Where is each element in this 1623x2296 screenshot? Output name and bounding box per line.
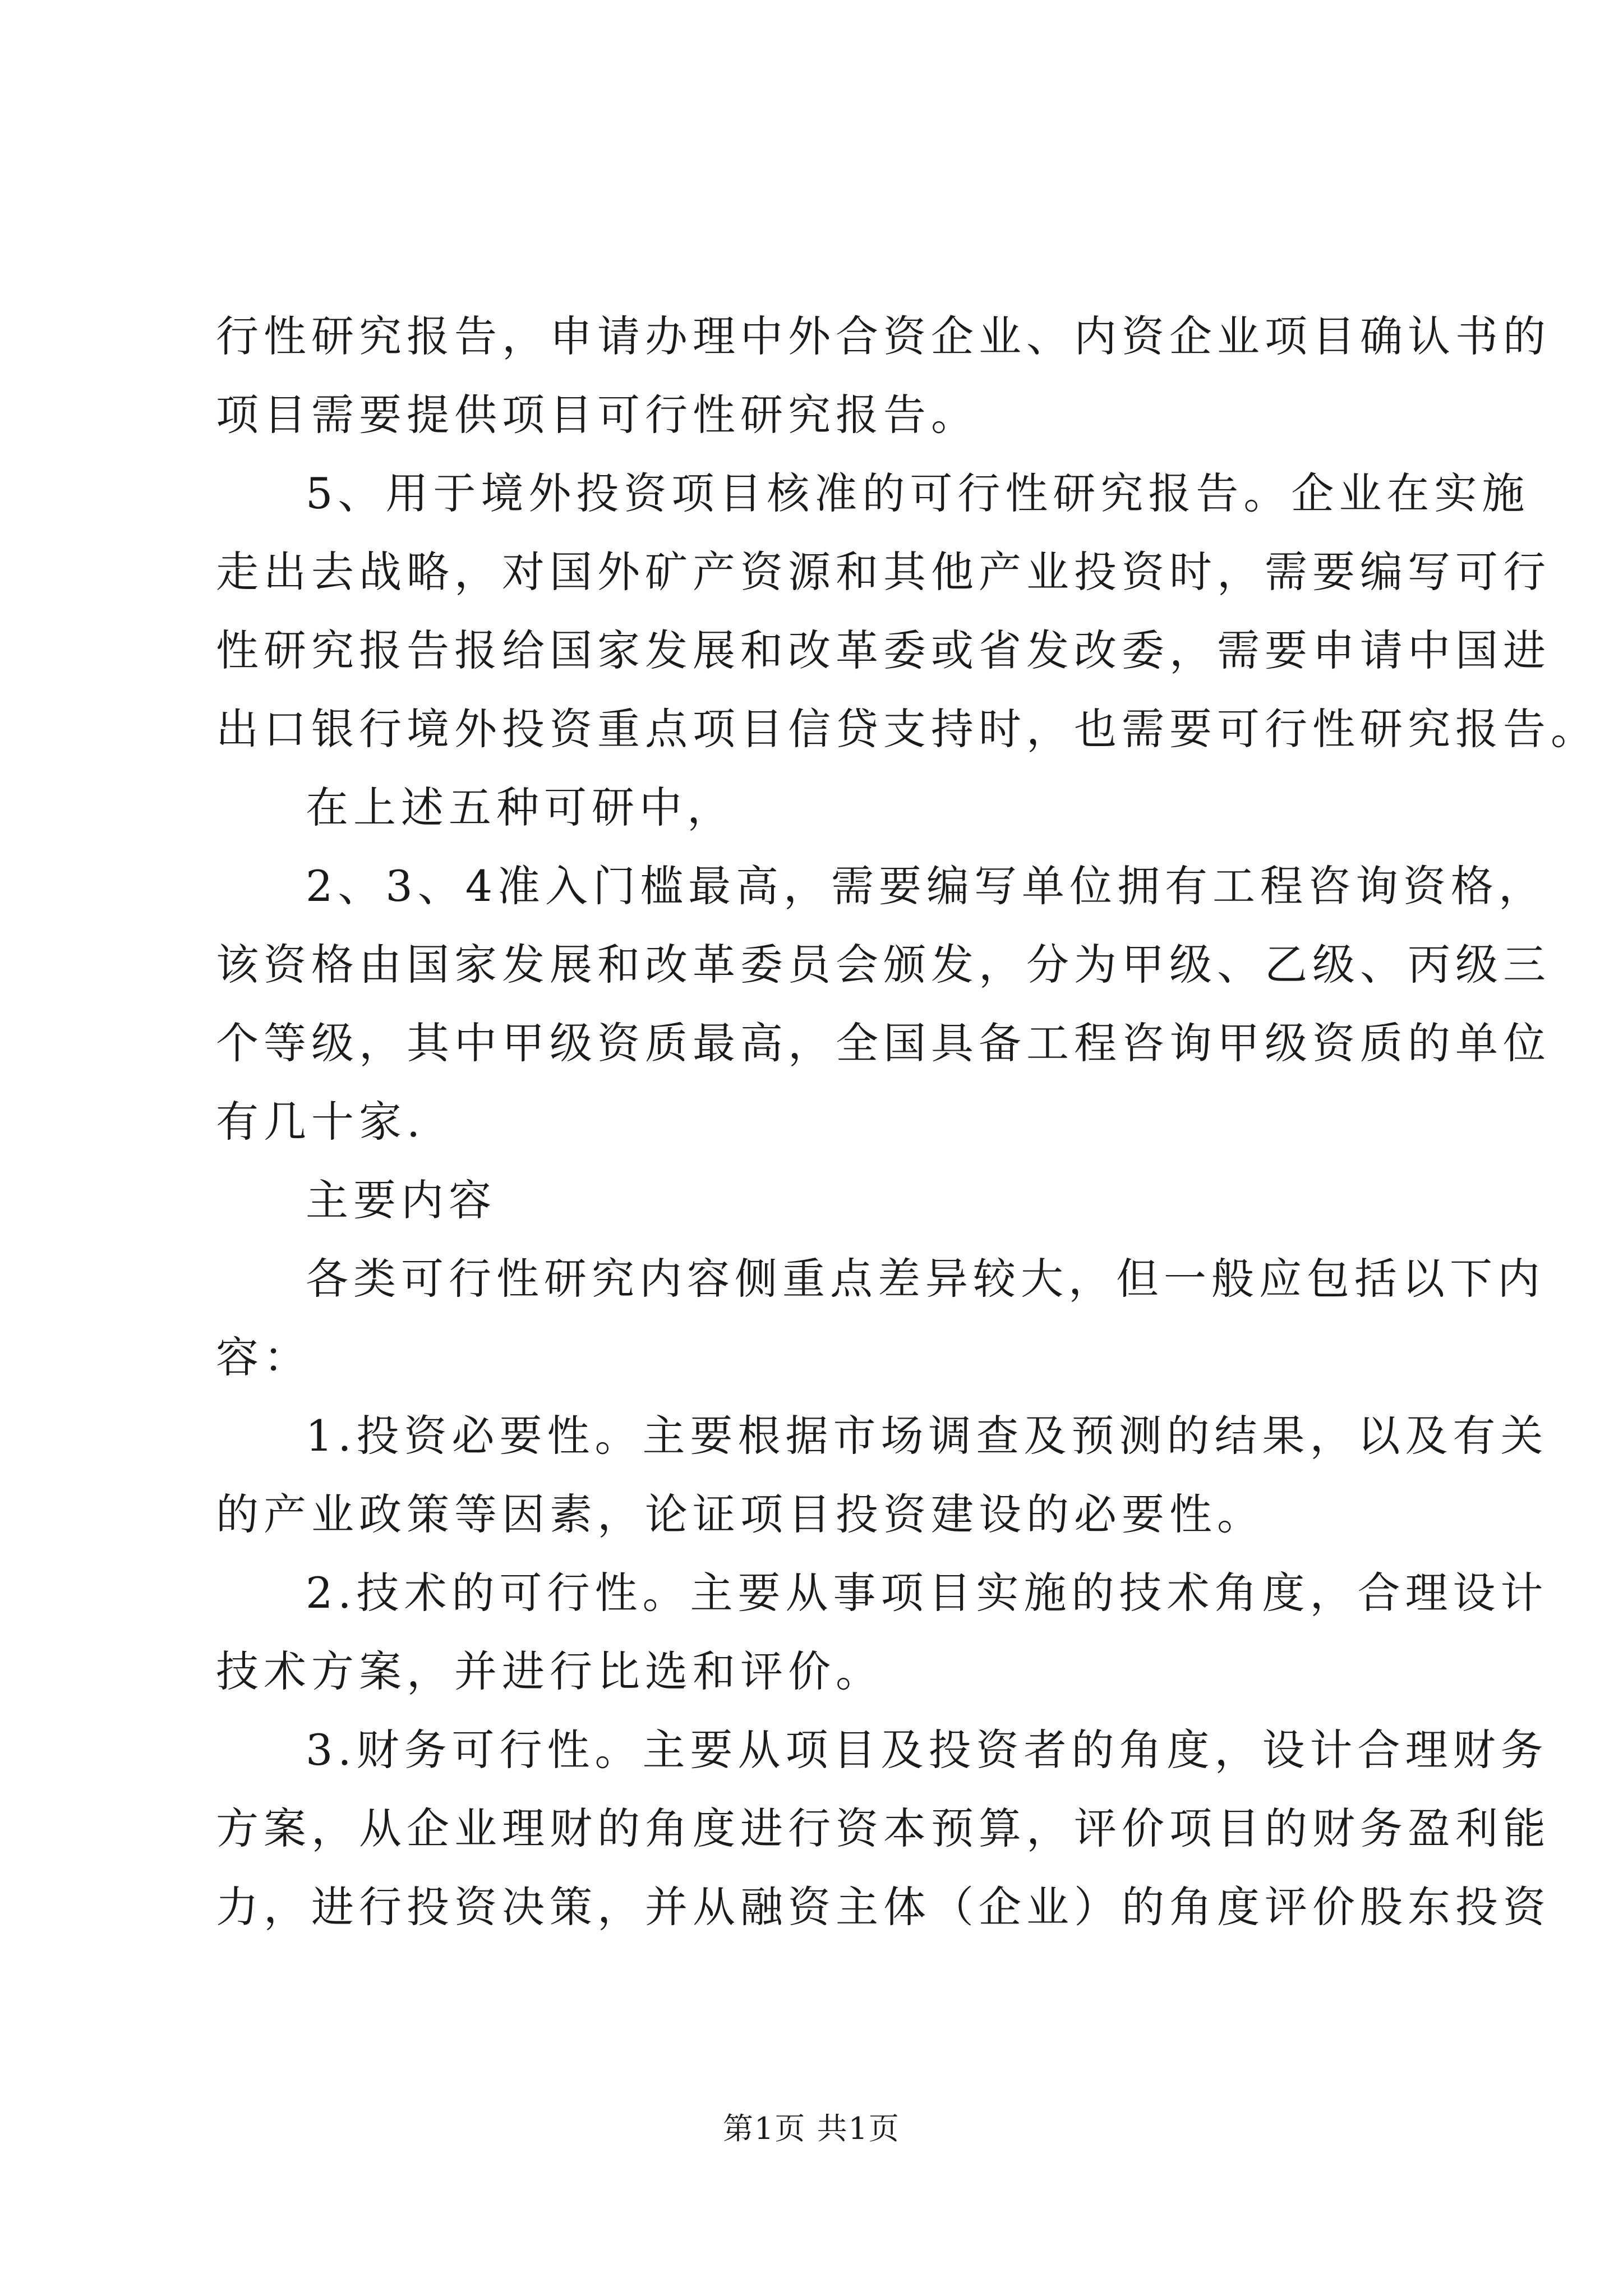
paragraph-line: 在上述五种可研中， <box>306 783 735 832</box>
paragraph-line: 技术方案，并进行比选和评价。 <box>216 1646 883 1696</box>
paragraph-line: 性研究报告报给国家发展和改革委或省发改委，需要申请中国进 <box>216 625 1551 675</box>
paragraph-line: 个等级，其中甲级资质最高，全国具备工程咨询甲级资质的单位 <box>216 1018 1551 1068</box>
paragraph-line: 该资格由国家发展和改革委员会颁发，分为甲级、乙级、丙级三 <box>216 940 1551 990</box>
paragraph-line: 方案，从企业理财的角度进行资本预算，评价项目的财务盈利能 <box>216 1803 1551 1853</box>
page-number-label: 第1页 共1页 <box>723 2111 900 2146</box>
paragraph-line: 行性研究报告，申请办理中外合资企业、内资企业项目确认书的 <box>216 311 1551 361</box>
paragraph-line: 5、用于境外投资项目核准的可行性研究报告。企业在实施 <box>306 468 1530 518</box>
paragraph-line: 1.投资必要性。主要根据市场调查及预测的结果，以及有关 <box>306 1411 1548 1461</box>
paragraph-line: 3.财务可行性。主要从项目及投资者的角度，设计合理财务 <box>306 1725 1548 1775</box>
page-footer <box>0 2109 1623 2148</box>
document-body <box>216 303 1598 1952</box>
paragraph-line: 的产业政策等因素，论证项目投资建设的必要性。 <box>216 1489 1265 1539</box>
paragraph-line: 项目需要提供项目可行性研究报告。 <box>216 390 979 440</box>
paragraph-line: 力，进行投资决策，并从融资主体（企业）的角度评价股东投资 <box>216 1882 1551 1932</box>
paragraph-line: 2、3、4准入门槛最高，需要编写单位拥有工程咨询资格， <box>306 861 1547 911</box>
paragraph-line: 各类可行性研究内容侧重点差异较大，但一般应包括以下内 <box>306 1254 1545 1304</box>
section-heading: 主要内容 <box>306 1175 496 1225</box>
paragraph-line: 容： <box>216 1332 311 1382</box>
paragraph-line: 出口银行境外投资重点项目信贷支持时，也需要可行性研究报告。 <box>216 704 1598 754</box>
paragraph-line: 走出去战略，对国外矿产资源和其他产业投资时，需要编写可行 <box>216 547 1551 597</box>
paragraph-line: 2.技术的可行性。主要从事项目实施的技术角度，合理设计 <box>306 1568 1548 1618</box>
paragraph-line: 有几十家. <box>216 1097 426 1147</box>
